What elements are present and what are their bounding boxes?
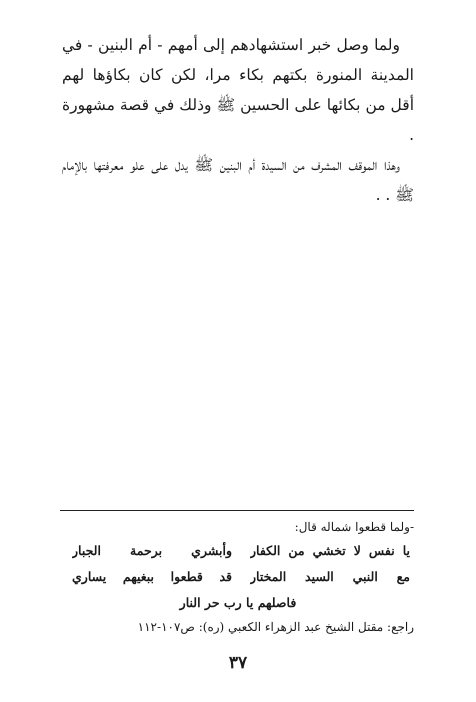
footnote-divider bbox=[60, 510, 414, 511]
paragraph-1: ولما وصل خبر استشهادهم إلى أمهم - أم البنين - في المدينة المنورة بكتهم بكاء مرا، لكن كان بكاؤها لهم أقل من بكائها على الحسين ﷺ وذلك في قصة مشهورة . bbox=[62, 36, 414, 144]
page-number: ٣٧ bbox=[228, 653, 248, 673]
footnote bbox=[62, 516, 414, 638]
verse-2-first-hemistich: مع النبي السيد المختار bbox=[250, 569, 410, 584]
verse-1-second-hemistich: وأبشري برحمة الجبار bbox=[72, 543, 232, 558]
paragraph-2: وهذا الموقف المشرف من السيدة أم البنين ﷺ يدل على علو معرفتها بالإمام ﷺ . . bbox=[62, 156, 414, 204]
footnote-intro: -ولما قطعوا شماله قال: bbox=[294, 520, 414, 534]
verse-2-second-hemistich: قد قطعوا ببغيهم يساري bbox=[72, 569, 232, 584]
main-text bbox=[62, 30, 414, 210]
verse-row-1 bbox=[62, 538, 414, 564]
footnote-reference: راجع: مقتل الشيخ عبد الزهراء الكعبي (ره): ص١٠٧-١١٢ bbox=[137, 620, 414, 634]
verse-row-2 bbox=[62, 564, 414, 590]
verse-last: فاصلهم يا رب حر النار bbox=[179, 595, 297, 610]
verse-1-first-hemistich: يا نفس لا تخشي من الكفار bbox=[250, 543, 410, 558]
